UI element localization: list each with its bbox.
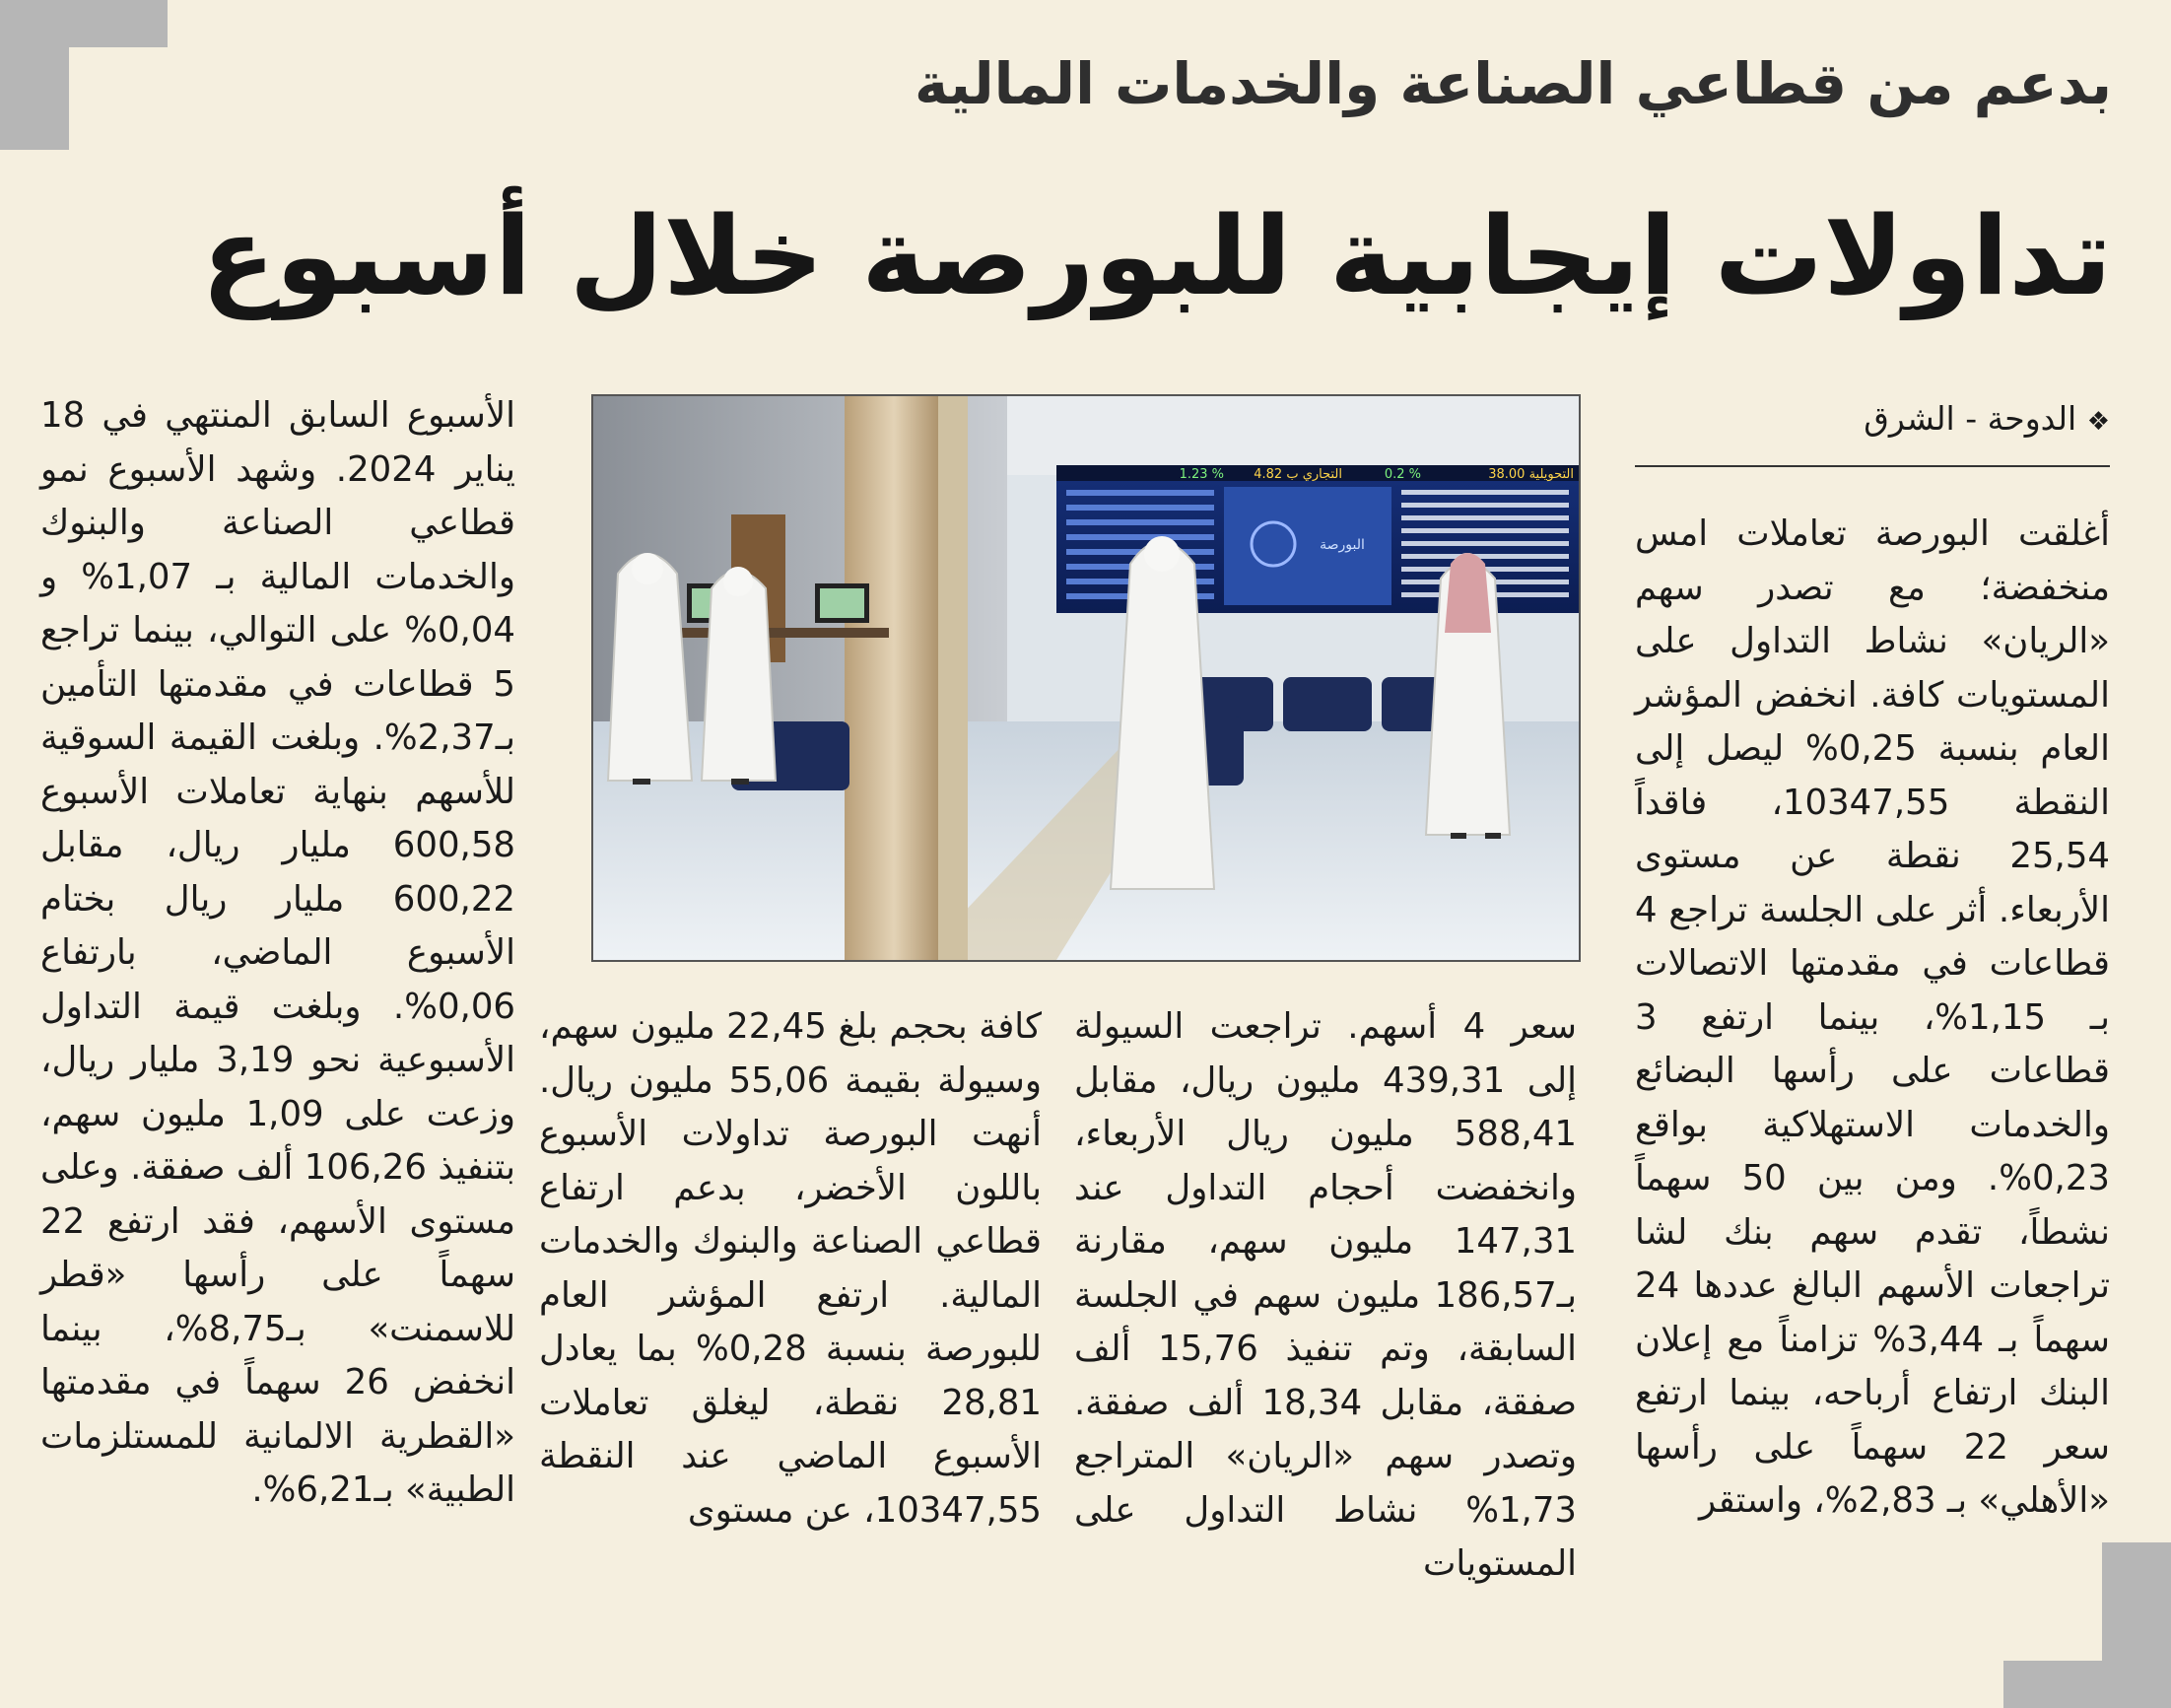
article-photo	[591, 394, 1581, 962]
board-ticker-text: التجاري ب 4.82	[1254, 467, 1342, 482]
article-column-2: سعر 4 أسهم. تراجعت السيولة إلى 439,31 مليون ريال، مقابل 588,41 مليون ريال الأربعاء، وانخفضت أحجام التداول عند 147,31 مليون سهم، مقارنة بـ186,57 مليون سهم في الجلسة السابقة، وتم تنفيذ 15,76 ألف صفقة، مقابل 18,34 ألف صفقة. وتصدر سهم «الريان» المتراجع 1,73% نشاط التداول على المستويات	[1074, 1006, 1578, 1584]
diamond-bullet-icon: ❖	[2086, 407, 2110, 437]
article-headline: تداولات إيجابية للبورصة خلال أسبوع	[201, 193, 2112, 319]
article-column-1: أغلقت البورصة تعاملات امس منخفضة؛ مع تصدر سهم «الريان» نشاط التداول على المستويات كافة. انخفض المؤشر العام بنسبة 0,25% ليصل إلى النقطة 10347,55، فاقداً 25,54 نقطة عن مستوى الأربعاء. أثر على الجلسة تراجع 4 قطاعات في مقدمتها الاتصالات بـ 1,15%، بينما ارتفع 3 قطاعات على رأسها البضائع والخدمات الاستهلاكية بواقع 0,23%. ومن بين 50 سهماً نشطاً، تقدم سهم بنك لشا تراجعات الأسهم البالغ عددها 24 سهماً بـ 3,44% تزامناً مع إعلان البنك ارتفاع أرباحه، بينما ارتفع سعر 22 سهماً على رأسها «الأهلي» بـ 2,83%، واستقر	[1635, 513, 2111, 1521]
byline-divider	[1635, 465, 2110, 467]
article-kicker: بدعم من قطاعي الصناعة والخدمات المالية	[915, 50, 2112, 117]
board-ticker-text: 1.23 %	[1179, 467, 1224, 482]
article-column-4: الأسبوع السابق المنتهي في 18 يناير 2024. وشهد الأسبوع نمو قطاعي الصناعة والبنوك والخدمات المالية بـ 1,07% و 0,04% على التوالي، بينما تراجع 5 قطاعات في مقدمتها التأمين بـ2,37%. وبلغت القيمة السوقية للأسهم بنهاية تعاملات الأسبوع 600,58 مليار ريال، مقابل 600,22 مليار ريال بختام الأسبوع الماضي، بارتفاع 0,06%. وبلغت قيمة التداول الأسبوعية نحو 3,19 مليار ريال، وزعت على 1,09 مليون سهم، بتنفيذ 106,26 ألف صفقة. وعلى مستوى الأسهم، فقد ارتفع 22 سهماً على رأسها «قطر للاسمنت» بـ8,75%، بينما انخفض 26 سهماً في مقدمتها «القطرية الالمانية للمستلزمات الطبية» بـ6,21%.	[40, 395, 516, 1510]
board-ticker-text: التحويلية 38.00	[1488, 467, 1574, 482]
board-ticker-text: 0.2 %	[1384, 467, 1421, 482]
article-byline	[1635, 394, 2110, 446]
byline-text: الدوحة - الشرق	[1864, 399, 2077, 438]
article-column-3: كافة بحجم بلغ 22,45 مليون سهم، وسيولة بقيمة 55,06 مليون ريال. أنهت البورصة تداولات الأسبوع باللون الأخضر، بدعم ارتفاع قطاعي الصناعة والبنوك والخدمات المالية. ارتفع المؤشر العام للبورصة بنسبة 0,28% بما يعادل 28,81 نقطة، ليغلق تعاملات الأسبوع الماضي عند النقطة 10347,55، عن مستوى	[539, 1006, 1043, 1531]
corner-decoration-bottom-right	[2102, 1542, 2171, 1708]
corner-decoration-top-left	[0, 0, 69, 150]
board-logo-text: البورصة	[1320, 537, 1365, 553]
